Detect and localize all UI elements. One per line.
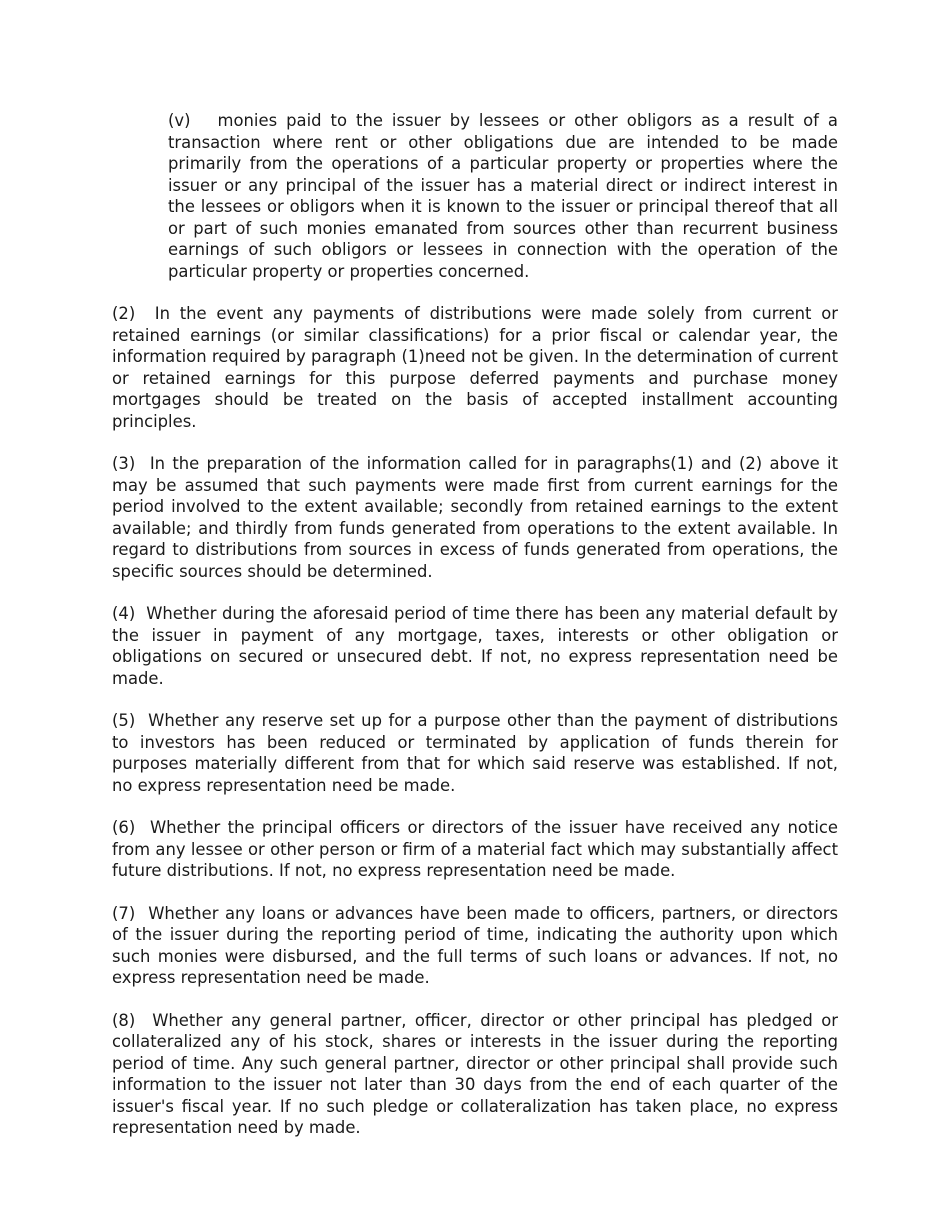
paragraph-label: (4) (112, 604, 136, 623)
paragraph-text: Whether the principal officers or directors of the issuer have received any notice from any lessee or other person or firm of a material fact which may substantially affect future distributions. If not, no express representation need be made. (112, 818, 838, 880)
document-page (112, 110, 838, 1160)
paragraph-text: monies paid to the issuer by lessees or other obligors as a result of a transaction where rent or other obligations due are intended to be made primarily from the operations of a particular property or properties where the issuer or any principal of the issuer has a material direct or indirect interest in the lessees or obligors when it is known to the issuer or principal thereof that all or part of such monies emanated from sources other than recurrent business earnings of such obligors or lessees in connection with the operation of the particular property or properties concerned. (168, 111, 838, 281)
paragraph-label: (2) (112, 304, 136, 323)
paragraph-2 (112, 303, 838, 432)
paragraph-label: (8) (112, 1010, 136, 1030)
paragraph-6 (112, 817, 838, 882)
paragraph-text: Whether any general partner, officer, director or other principal has pledged or collateralized any of his stock, shares or interests in the issuer during the reporting period of time. Any such general partner, director or other principal shall provide such information to the issuer not later than 30 days from the end of each quarter of the issuer's fiscal year. If no such pledge or collateralization has taken place, no express representation need by made. (112, 1010, 838, 1137)
paragraph-3 (112, 453, 838, 582)
paragraph-5 (112, 710, 838, 796)
paragraph-text: In the preparation of the information called for in paragraphs(1) and (2) above it may be assumed that such payments were made first from current earnings for the period involved to the extent available; secondly from retained earnings to the extent available; and thirdly from funds generated from operations to the extent available. In regard to distributions from sources in excess of funds generated from operations, the specific sources should be determined. (112, 454, 839, 581)
paragraph-4 (112, 603, 838, 689)
paragraph-label: (3) (112, 454, 136, 473)
paragraph-label: (6) (112, 818, 136, 837)
paragraph-text: In the event any payments of distributions were made solely from current or retained earnings (or similar classifications) for a prior fiscal or calendar year, the information required by paragraph (1)need not be given. In the determination of current or retained earnings for this purpose deferred payments and purchase money mortgages should be treated on the basis of accepted installment accounting principles. (112, 304, 838, 431)
paragraph-label: (5) (112, 711, 136, 730)
paragraph-text: Whether any loans or advances have been made to officers, partners, or directors of the issuer during the reporting period of time, indicating the authority upon which such monies were disbursed, and the full terms of such loans or advances. If not, no express representation need be made. (112, 903, 839, 987)
paragraph-text: Whether during the aforesaid period of time there has been any material default by the issuer in payment of any mortgage, taxes, interests or other obligation or obligations on secured or unsecured debt. If not, no express representation need be made. (112, 604, 839, 688)
paragraph-v (168, 110, 838, 282)
paragraph-label: (v) (168, 111, 191, 130)
paragraph-text: Whether any reserve set up for a purpose other than the payment of distributions to investors has been reduced or terminated by application of funds therein for purposes materially different from that for which said reserve was established. If not, no express representation need be made. (112, 711, 838, 795)
paragraph-7 (112, 903, 838, 989)
paragraph-label: (7) (112, 903, 136, 923)
paragraph-8 (112, 1010, 838, 1139)
